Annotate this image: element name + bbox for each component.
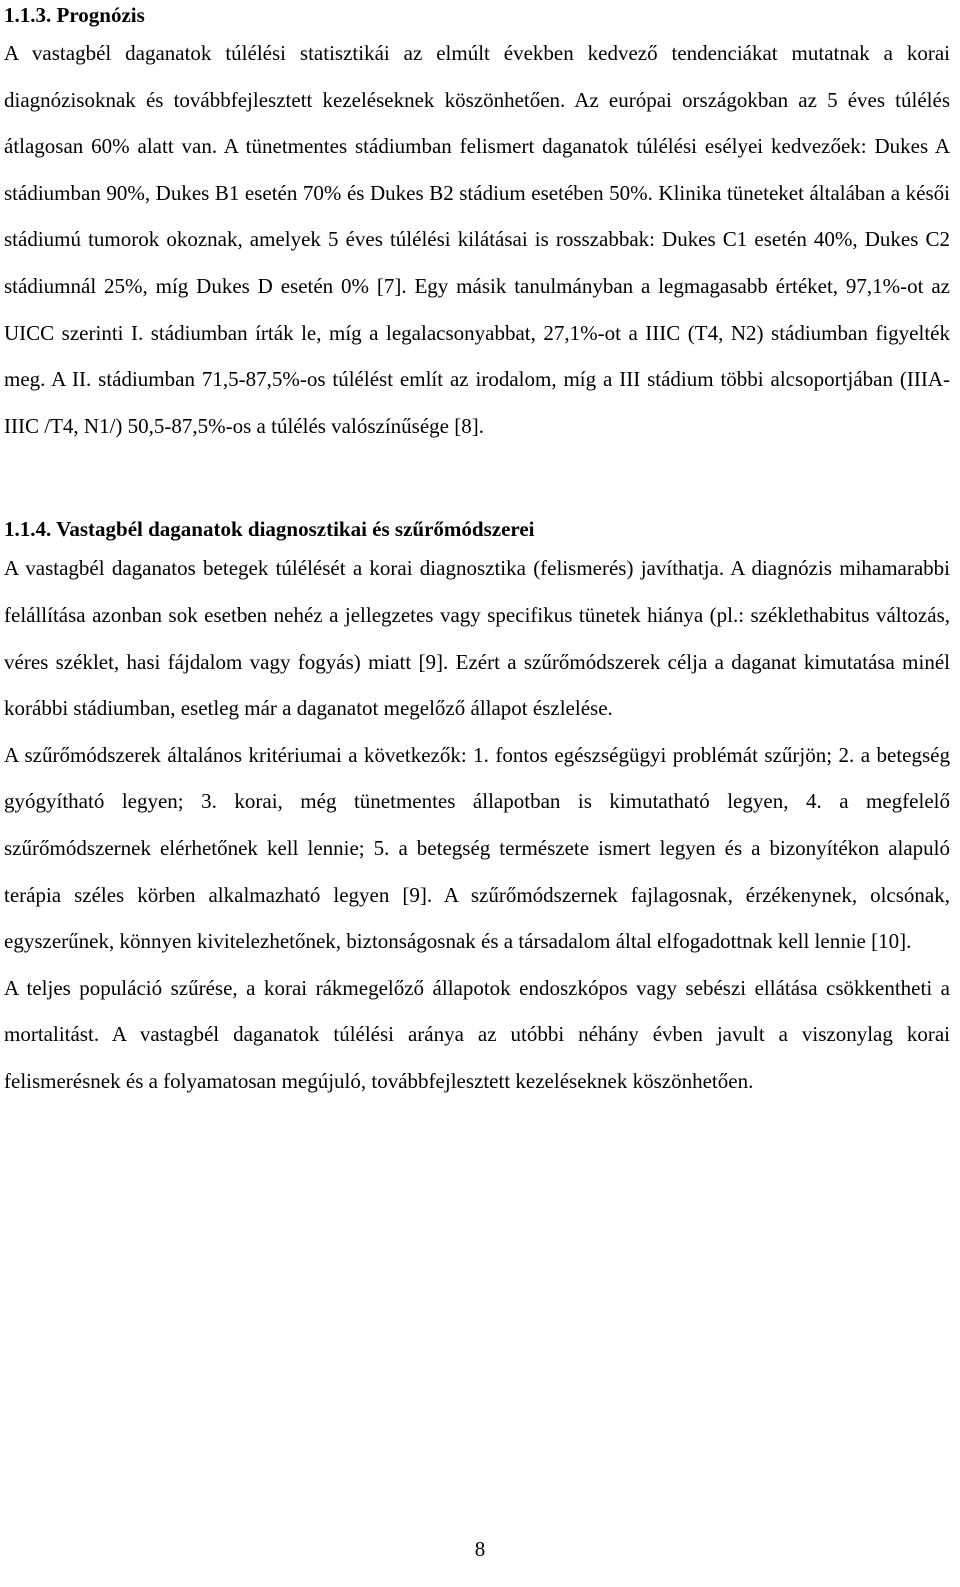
paragraph-diagnostics-2: A szűrőmódszerek általános kritériumai a következők: 1. fontos egészségügyi problémát szűrjön; 2. a betegség gyógyítható legyen; 3. korai, még tünetmentes állapotban is kimutatható legyen, 4. a megfelelő szűrőmódszernek elérhetőnek kell lennie; 5. a betegség természete ismert legyen és a bizonyítékon alapuló terápia széles körben alkalmazható legyen [9]. A szűrőmódszernek fajlagosnak, érzékenynek, olcsónak, egyszerűnek, könnyen kivitelezhetőnek, biztonságosnak és a társadalom által elfogadottnak kell lennie [10]. [4, 742, 950, 954]
section-heading-diagnostics: 1.1.4. Vastagbél daganatok diagnosztikai és szűrőmódszerei [4, 517, 535, 542]
paragraph-diagnostics-1: A vastagbél daganatos betegek túlélését a korai diagnosztika (felismerés) javíthatja. A diagnózis mihamarabbi felállítása azonban sok esetben nehéz a jellegzetes vagy specifikus tünetek hiánya (pl.: széklethabitus változás, véres széklet, hasi fájdalom vagy fogyás) miatt [9]. Ezért a szűrőmódszerek célja a daganat kimutatása minél korábbi stádiumban, esetleg már a daganatot megelőző állapot észlelése. [4, 556, 950, 721]
section-heading-prognosis: 1.1.3. Prognózis [4, 3, 145, 27]
paragraph-prognosis: A vastagbél daganatok túlélési statisztikái az elmúlt években kedvező tendenciákat mutatnak a korai diagnózisoknak és továbbfejlesztett kezeléseknek köszönhetően. Az európai országokban az 5 éves túlélés átlagosan 60% alatt van. A tünetmentes stádiumban felismert daganatok túlélési esélyei kedvezőek: Dukes A stádiumban 90%, Dukes B1 esetén 70% és Dukes B2 stádium esetében 50%. Klinika tüneteket általában a késői stádiumú tumorok okoznak, amelyek 5 éves túlélési kilátásai is rosszabbak: Dukes C1 esetén 40%, Dukes C2 stádiumnál 25%, míg Dukes D esetén 0% [7]. Egy másik tanulmányban a legmagasabb értéket, 97,1%-ot az UICC szerinti I. stádiumban írták le, míg a legalacsonyabbat, 27,1%-ot a IIIC (T4, N2) stádiumban figyelték meg. A II. stádiumban 71,5-87,5%-os túlélést említ az irodalom, míg a III stádium többi alcsoportjában (IIIA-IIIC /T4, N1/) 50,5-87,5%-os a túlélés valószínűsége [8]. [4, 41, 950, 438]
page-number: 8 [474, 1537, 486, 1561]
paragraph-diagnostics-3: A teljes populáció szűrése, a korai rákmegelőző állapotok endoszkópos vagy sebészi ellátása csökkentheti a mortalitást. A vastagbél daganatok túlélési aránya az utóbbi néhány évben javult a viszonylag korai felismerésnek és a folyamatosan megújuló, továbbfejlesztett kezeléseknek köszönhetően. [4, 975, 950, 1093]
page-content [4, 0, 950, 1104]
